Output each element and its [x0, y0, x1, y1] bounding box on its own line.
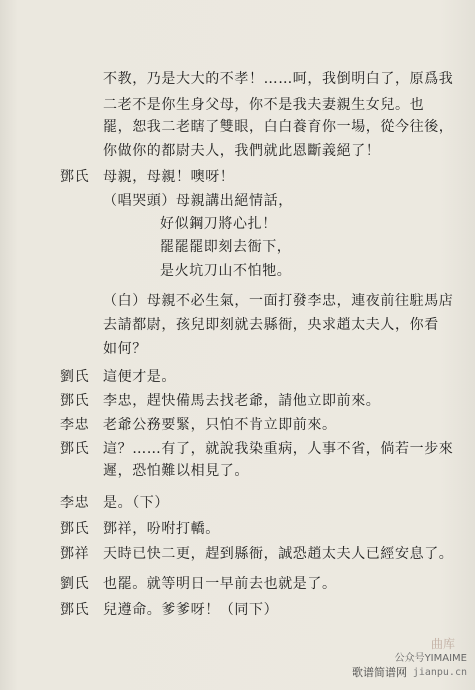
- line-text: 也罷。就等明日一早前去也就是了。: [103, 576, 337, 592]
- speaker-name: 鄧氏: [60, 602, 90, 618]
- line-text: 罷，恕我二老瞎了雙眼，白白養育你一場，從今往後，: [103, 119, 454, 135]
- speaker-name: 鄧祥: [60, 546, 90, 562]
- line-text: 去請都尉，孩兒即刻就去縣衙，央求趙太夫人，你看: [103, 317, 439, 333]
- speaker-name: 劉氏: [60, 576, 90, 592]
- line-text: 罷罷罷即刻去衙下，: [160, 239, 292, 255]
- line-text: 好似鋼刀將心扎！: [160, 216, 277, 232]
- speaker-name: 鄧氏: [60, 169, 90, 185]
- line-text: 李忠，趕快備馬去找老爺，請他立即前來。: [103, 393, 381, 409]
- speaker-name: 劉氏: [60, 369, 90, 385]
- line-text: 母親，母親！噢呀！: [103, 169, 235, 185]
- watermark-stamp: 曲库: [430, 637, 455, 651]
- speaker-name: 鄧氏: [60, 521, 90, 537]
- line-text: 這？……有了，就說我染重病，人事不省，倘若一步來: [103, 441, 454, 457]
- speaker-name: 鄧氏: [60, 393, 90, 409]
- line-text: 如何？: [103, 341, 147, 357]
- speaker-name: 李忠: [60, 495, 90, 511]
- line-text: 遲，恐怕難以相見了。: [103, 463, 249, 479]
- line-text: （唱哭頭）母親講出絕情話，: [103, 193, 293, 209]
- line-text: 鄧祥，吩咐打轎。: [103, 521, 220, 537]
- line-text: （白）母親不必生氣，一面打發李忠，連夜前往駐馬店: [103, 293, 454, 309]
- line-text: 天時已快二更，趕到縣衙，誠恐趙太夫人已經安息了。: [103, 546, 454, 562]
- footer-text: 歌谱简谱网: [352, 666, 407, 679]
- speaker-name: 李忠: [60, 417, 90, 433]
- line-text: 老爺公務要緊，只怕不肯立即前來。: [103, 417, 337, 433]
- watermark-site: jianpu.cn: [412, 667, 467, 678]
- speaker-name: 鄧氏: [60, 441, 90, 457]
- line-text: 兒遵命。爹爹呀！（同下）: [103, 602, 279, 618]
- line-text: 你做你的都尉夫人，我們就此恩斷義絕了！: [103, 143, 381, 159]
- watermark-text: 公众号YIMAIME: [394, 653, 467, 664]
- line-text: 不教，乃是大大的不孝！……呵，我倒明白了，原爲我: [103, 71, 454, 87]
- line-text: 二老不是你生身父母，你不是我夫妻親生女兒。也: [103, 97, 425, 113]
- line-text: 是火坑刀山不怕牠。: [160, 263, 292, 279]
- line-text: 是。（下）: [103, 495, 169, 511]
- line-text: 這便才是。: [103, 369, 176, 385]
